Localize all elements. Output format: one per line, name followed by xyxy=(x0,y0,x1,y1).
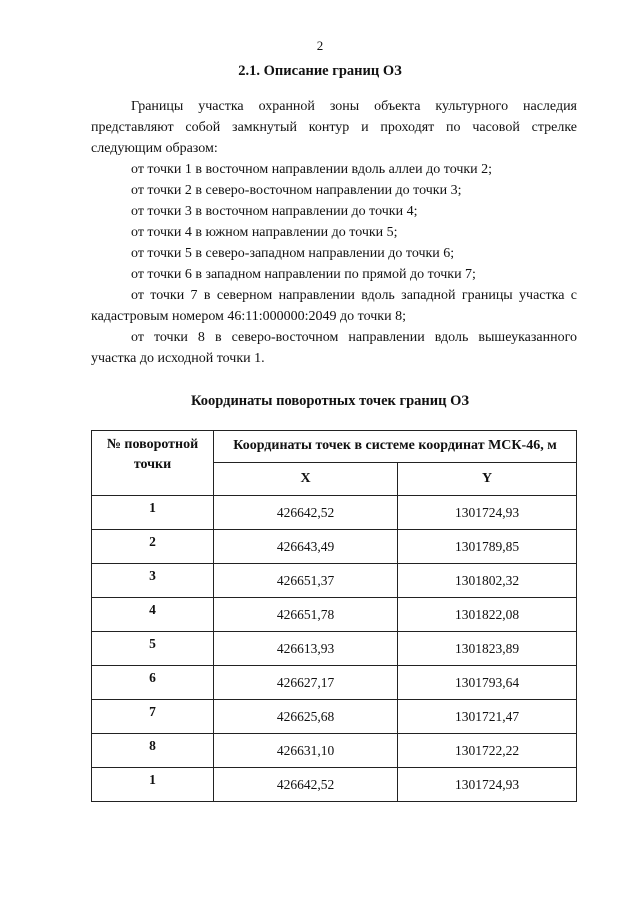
table-row xyxy=(92,598,577,632)
header-coordinates: Координаты точек в системе координат МСК-46, м xyxy=(214,431,577,463)
intro-paragraph: Границы участка охранной зоны объекта культурного наследия представляют собой замкнутый контур и проходят по часовой стрелке следующим образом: xyxy=(91,99,577,156)
table-row xyxy=(92,530,577,564)
boundary-item: от точки 3 в восточном направлении до точки 4; xyxy=(131,204,418,219)
table-row xyxy=(92,768,577,802)
cell-y: 1301724,93 xyxy=(398,768,577,802)
cell-y: 1301789,85 xyxy=(398,530,577,564)
cell-x: 426627,17 xyxy=(214,666,398,700)
boundary-item: от точки 8 в северо-восточном направлении вдоль вышеуказанного участка до исходной точки 1. xyxy=(91,330,577,366)
cell-point: 7 xyxy=(92,700,214,734)
cell-y: 1301721,47 xyxy=(398,700,577,734)
header-y: Y xyxy=(398,462,577,495)
table-row xyxy=(92,632,577,666)
cell-y: 1301823,89 xyxy=(398,632,577,666)
table-header-row xyxy=(92,431,577,463)
cell-point: 1 xyxy=(92,496,214,530)
cell-y: 1301802,32 xyxy=(398,564,577,598)
boundary-item: от точки 7 в северном направлении вдоль западной границы участка с кадастровым номером 46:11:000000:2049 до точки 8; xyxy=(91,288,577,324)
cell-point: 6 xyxy=(92,666,214,700)
cell-x: 426613,93 xyxy=(214,632,398,666)
boundary-item: от точки 5 в северо-западном направлении до точки 6; xyxy=(131,246,455,261)
boundary-item: от точки 4 в южном направлении до точки 5; xyxy=(131,225,398,240)
boundary-item: от точки 1 в восточном направлении вдоль аллеи до точки 2; xyxy=(131,162,493,177)
table-row xyxy=(92,700,577,734)
table-row xyxy=(92,496,577,530)
table-title: Координаты поворотных точек границ ОЗ xyxy=(190,393,470,409)
cell-x: 426651,78 xyxy=(214,598,398,632)
boundary-item: от точки 6 в западном направлении по прямой до точки 7; xyxy=(131,267,476,282)
cell-x: 426642,52 xyxy=(214,496,398,530)
boundary-item: от точки 2 в северо-восточном направлении до точки 3; xyxy=(131,183,462,198)
cell-x: 426642,52 xyxy=(214,768,398,802)
header-point-number: № поворотной точки xyxy=(92,431,214,496)
cell-x: 426631,10 xyxy=(214,734,398,768)
cell-point: 1 xyxy=(92,768,214,802)
cell-y: 1301722,22 xyxy=(398,734,577,768)
table-row xyxy=(92,564,577,598)
section-title: 2.1. Описание границ ОЗ xyxy=(238,63,402,79)
header-x: X xyxy=(214,462,398,495)
table-row xyxy=(92,666,577,700)
page-number: 2 xyxy=(316,38,324,53)
cell-point: 3 xyxy=(92,564,214,598)
coordinates-table xyxy=(91,430,577,802)
cell-point: 5 xyxy=(92,632,214,666)
cell-y: 1301822,08 xyxy=(398,598,577,632)
cell-x: 426643,49 xyxy=(214,530,398,564)
cell-point: 2 xyxy=(92,530,214,564)
cell-point: 8 xyxy=(92,734,214,768)
cell-x: 426651,37 xyxy=(214,564,398,598)
cell-x: 426625,68 xyxy=(214,700,398,734)
cell-y: 1301724,93 xyxy=(398,496,577,530)
cell-point: 4 xyxy=(92,598,214,632)
cell-y: 1301793,64 xyxy=(398,666,577,700)
table-row xyxy=(92,734,577,768)
